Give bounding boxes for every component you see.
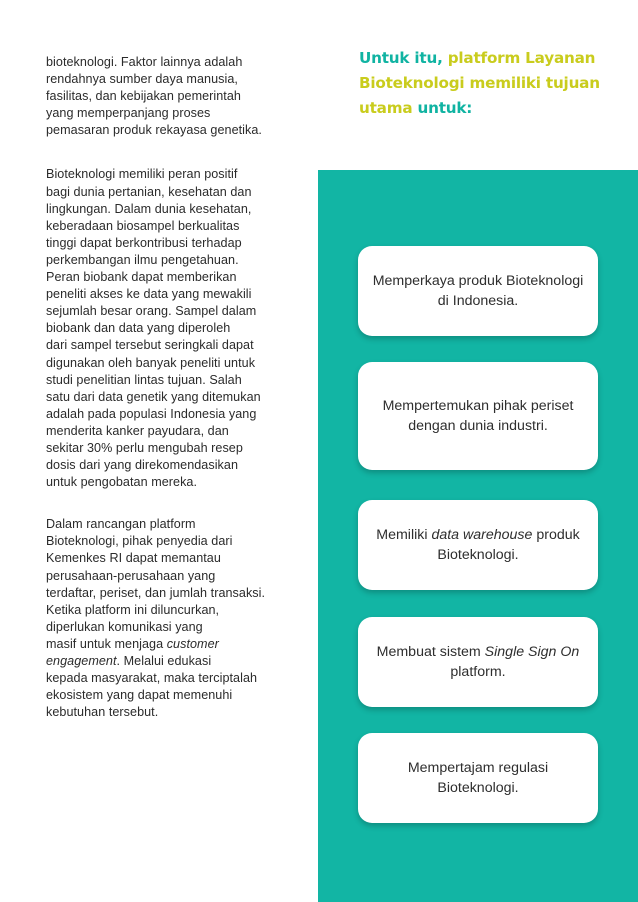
goal-card-5-text: Mempertajam regulasi Bioteknologi. <box>407 759 549 796</box>
goal-card-3-text-a: Memiliki <box>376 526 432 543</box>
goal-card-2-text: Mempertemukan pihak periset dengan dunia industri. <box>382 397 574 434</box>
paragraph-3 <box>46 516 308 721</box>
goal-card-4-text-b: platform. <box>450 664 506 680</box>
goal-card-3-text <box>372 525 584 566</box>
paragraph-3-text-b: . Melalui edukasi kepada masyarakat, maka terciptalah ekosistem yang dapat memenuhi kebutuhan tersebut. <box>46 654 258 720</box>
goal-card-5 <box>358 733 598 823</box>
heading-part-1: Untuk itu, <box>359 49 448 67</box>
goal-card-4-text <box>372 642 584 683</box>
body-text-column <box>46 54 308 746</box>
paragraph-2: Bioteknologi memiliki peran positif bagi dunia pertanian, kesehatan dan lingkungan. Dalam dunia kesehatan, keberadaan biosampel berkualitas tinggi dapat berkontribusi terhadap perkembangan ilmu pengetahuan. Peran biobank dapat memberikan peneliti akses ke data yang mewakili sejumlah besar orang. Sampel dalam biobank dan data yang diperoleh dari sampel tersebut seringkali dapat digunakan oleh banyak peneliti untuk studi penelitian lintas tujuan. Salah satu dari data genetik yang ditemukan adalah pada populasi Indonesia yang menderita kanker payudara, dan sekitar 30% perlu mengubah resep dosis dari yang direkomendasikan untuk pengobatan mereka. <box>46 167 261 490</box>
goal-card-3-emphasis: data warehouse <box>431 526 533 543</box>
goal-card-3-text-b: produk Bioteknologi. <box>437 526 580 563</box>
goal-card-1 <box>358 246 598 336</box>
heading-part-3: untuk: <box>412 99 473 117</box>
paragraph-3-text-a: Dalam rancangan platform Bioteknologi, pihak penyedia dari Kemenkes RI dapat memantau perusahaan-perusahaan yang terdaftar, periset, dan jumlah transaksi. Ketika platform ini diluncurkan, diperlukan komunikasi yang masif untuk menjaga <box>46 517 266 651</box>
paragraph-3-emphasis: customer engagement <box>46 636 219 668</box>
heading-part-2: platform Layanan Bioteknologi memiliki tujuan utama <box>359 49 600 117</box>
goal-card-4-text-a: Membuat sistem <box>376 643 485 660</box>
goal-card-2 <box>358 362 598 470</box>
section-heading <box>359 46 609 121</box>
paragraph-1: bioteknologi. Faktor lainnya adalah rendahnya sumber daya manusia, fasilitas, dan kebijakan pemerintah yang memperpanjang proses pemasaran produk rekayasa genetika. <box>46 55 262 138</box>
goal-card-3 <box>358 500 598 590</box>
goal-card-4-emphasis: Single Sign On <box>484 643 580 660</box>
goal-card-1-text: Memperkaya produk Bioteknologi di Indonesia. <box>372 272 584 309</box>
goal-card-4 <box>358 617 598 707</box>
